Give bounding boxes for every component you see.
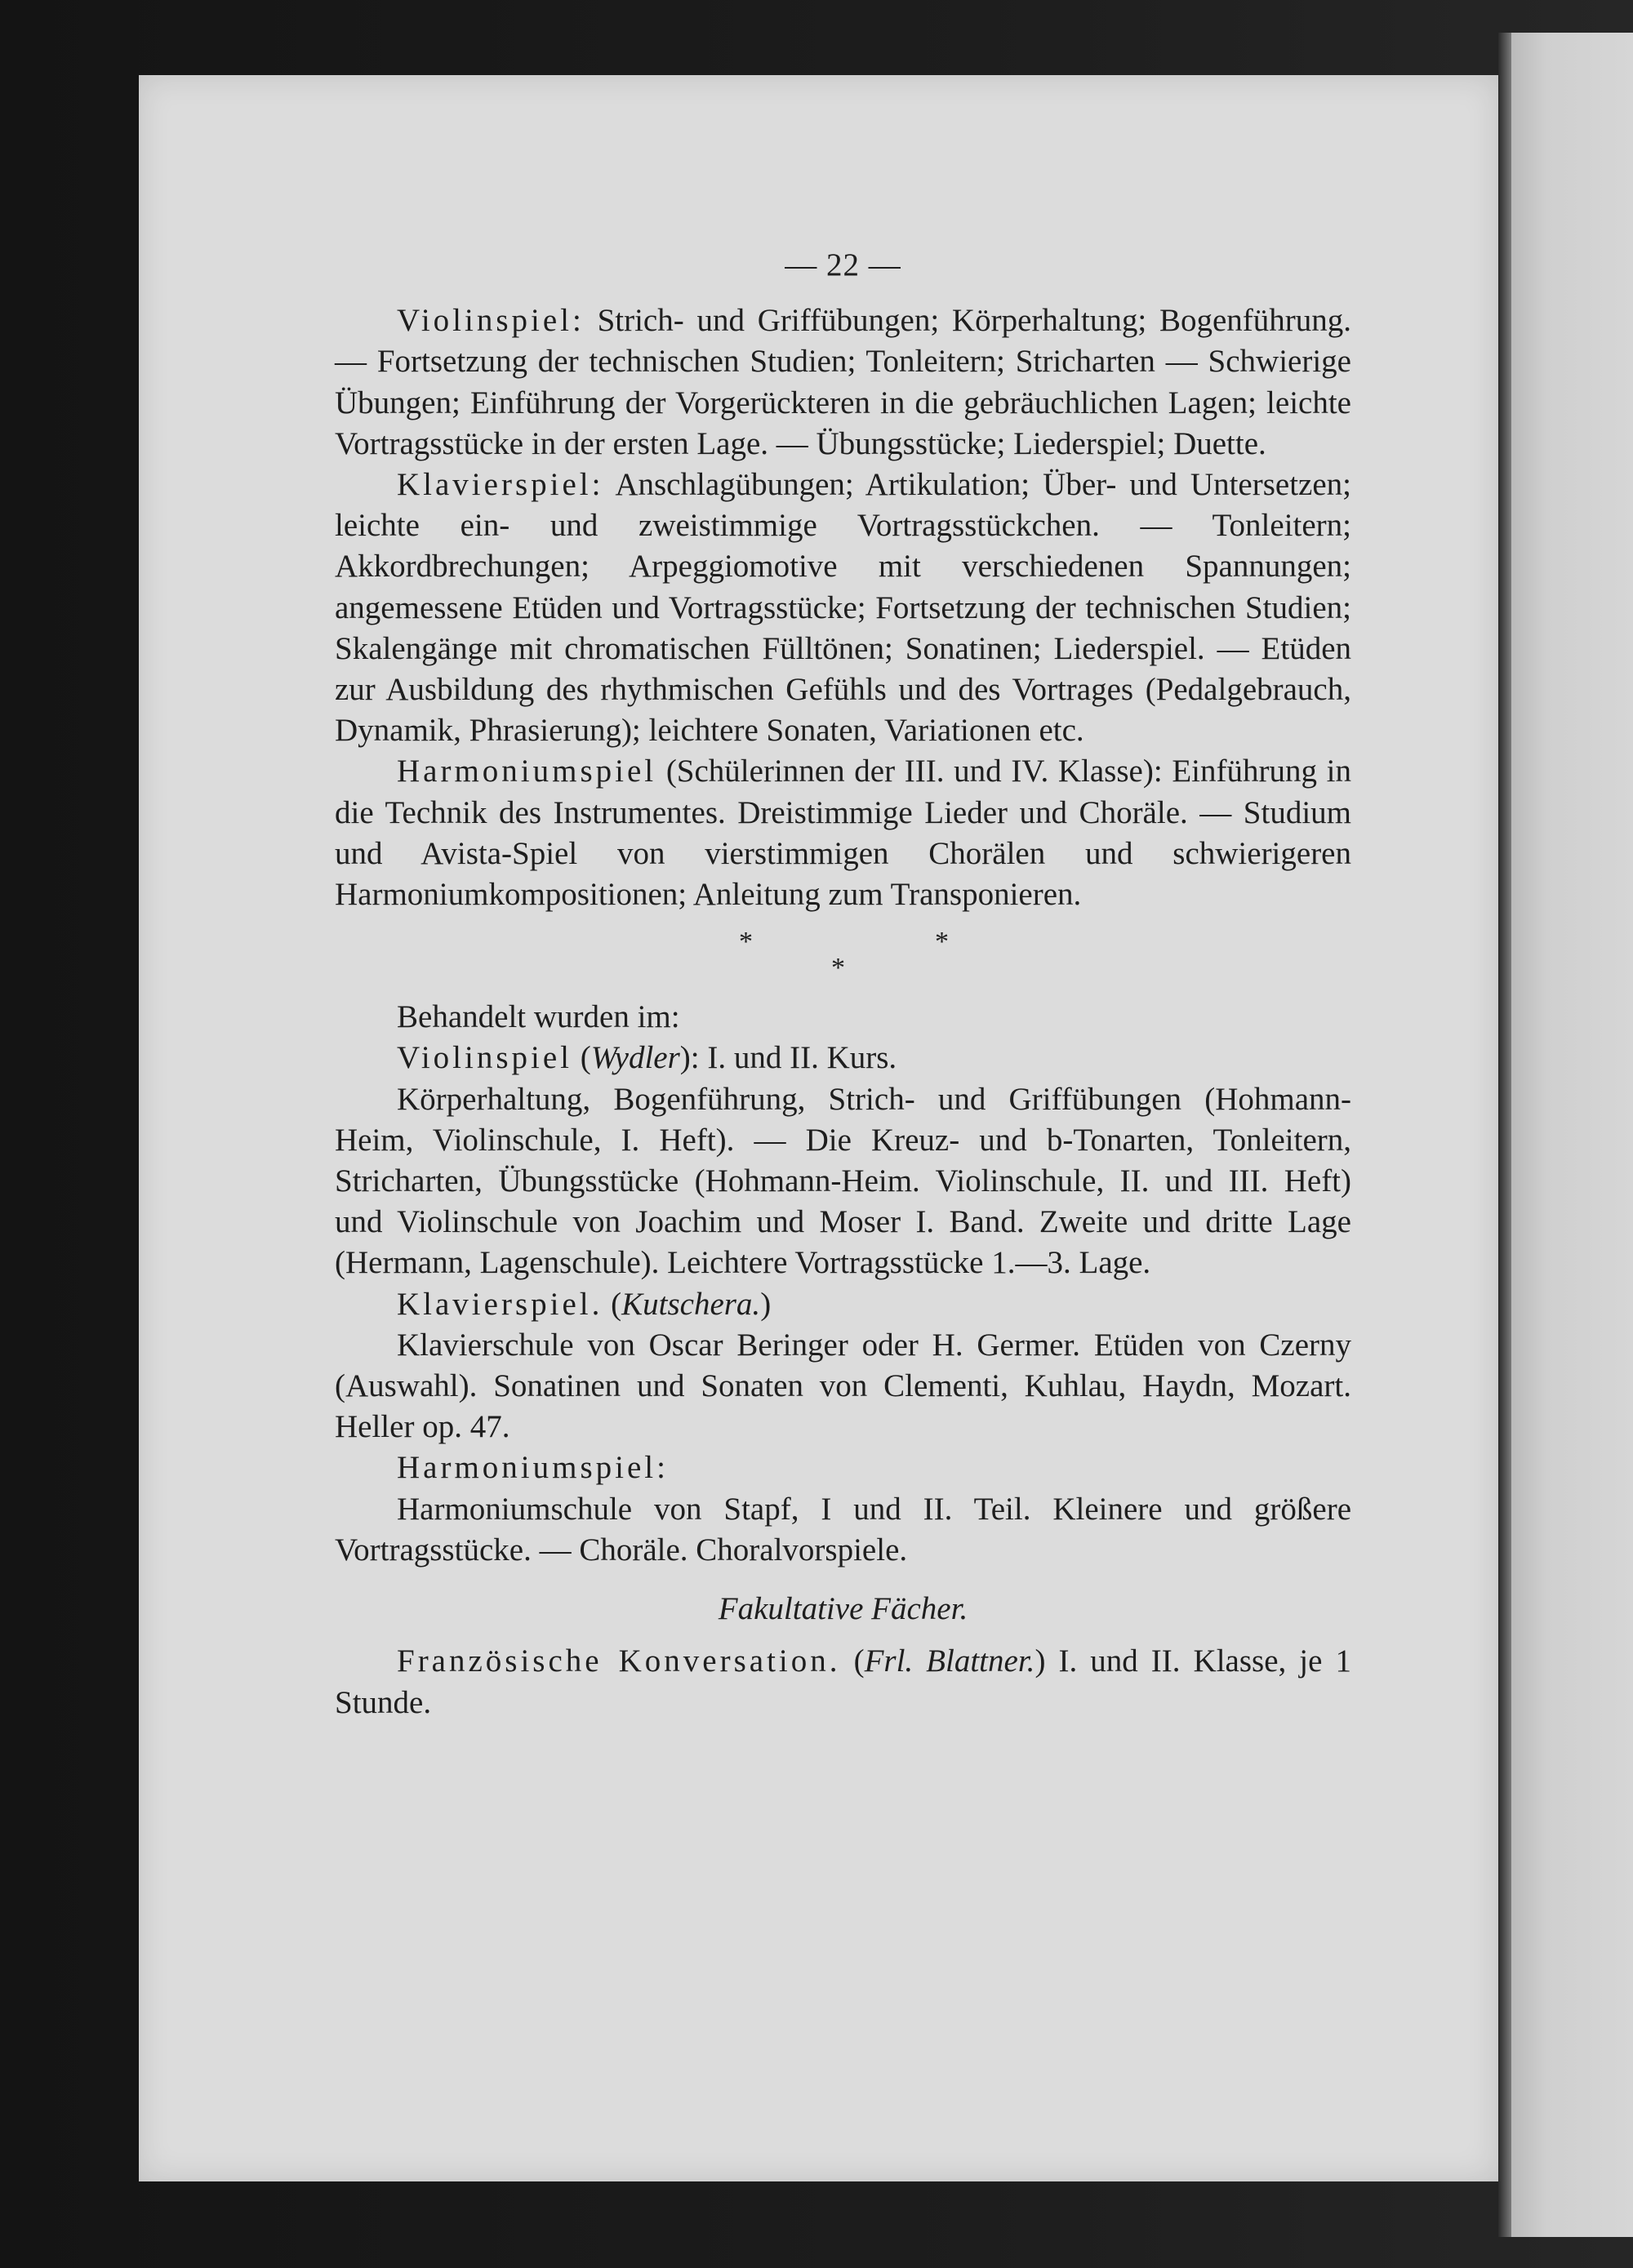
paragraph-text: Anschlagübungen; Artikulation; Über- und Untersetzen; leichte ein- und zweistimmige Vortragsstückchen. — Tonleitern; Akkordbrechungen; Arpeggiomotive mit verschiedenen Spannungen; angemessene Etüden und Vortragsstücke; Fortsetzung der technischen Studien; Skalengänge mit chromatischen Fülltönen; Sonatinen; Liederspiel. — Etüden zur Ausbildung des rhythmischen Gefühls und des Vortrages (Pedalgebrauch, Dynamik, Phrasierung); leichtere Sonaten, Variationen etc. <box>335 467 1351 749</box>
page-content <box>335 245 1351 1723</box>
paren-text: ( <box>572 1040 591 1076</box>
subject-label: Französische Konversation. <box>397 1643 841 1679</box>
asterisk: * <box>831 953 845 984</box>
paragraph-violin-course-text: Körperhaltung, Bogenführung, Strich- und Griffübungen (Hohmann-Heim, Violinschule, I. Heft). — Die Kreuz- und b-Tonarten, Tonleitern, Stricharten, Übungsstücke (Hohmann-Heim. Violinschule, II. und III. Heft) und Violinschule von Joachim und Moser I. Band. Zweite und dritte Lage (Hermann, Lagenschule). Leichtere Vortragsstücke 1.—3. Lage. <box>335 1081 1351 1281</box>
teacher-name: Kutschera. <box>621 1286 761 1322</box>
paren-text: ) <box>760 1286 772 1322</box>
paren-text: ) I. und II. Klasse, je 1 Stunde. <box>335 1643 1351 1720</box>
paragraph-violinspiel <box>335 300 1351 465</box>
paragraph-text: Strich- und Griffübungen; Körperhaltung; Bogenführung. — Fortsetzung der technischen Studien; Tonleitern; Stricharten — Schwierige Übungen; Einführung der Vorgerückteren in die gebräuchlichen Lagen; leichte Vortragsstücke in der ersten Lage. — Übungsstücke; Liederspiel; Duette. <box>335 303 1351 461</box>
paragraph-klavier-course-heading <box>335 1284 1351 1325</box>
subject-label: Violinspiel: <box>397 303 585 339</box>
subject-label: Harmoniumspiel <box>397 754 657 789</box>
paren-text: ( <box>840 1643 865 1679</box>
asterisk: * <box>739 927 753 958</box>
subject-label: Harmoniumspiel: <box>397 1450 669 1486</box>
asterisk: * <box>935 927 949 958</box>
paragraph-harmonium-course-heading <box>335 1448 1351 1488</box>
subject-label: Klavierspiel. <box>397 1286 603 1322</box>
paragraph-harmoniumspiel <box>335 751 1351 915</box>
paragraph-harmonium-course-text: Harmoniumschule von Stapf, I und II. Teil. Kleinere und größere Vortragsstücke. — Choräle. Choralvorspiele. <box>335 1491 1351 1568</box>
teacher-name: Frl. Blattner. <box>864 1643 1035 1679</box>
paragraph-behandelt: Behandelt wurden im: <box>397 999 680 1035</box>
paragraph-text: (Schülerinnen der III. und IV. Klasse): Einführung in die Technik des Instrumentes. Dreistimmige Lieder und Choräle. — Studium und Avista-Spiel von vierstimmigen Chorälen und schwierigeren Harmoniumkompositionen; Anleitung zum Transponieren. <box>335 754 1351 913</box>
book-gutter <box>1498 33 1511 2237</box>
paragraph-klavierspiel <box>335 465 1351 751</box>
paragraph-franzoesisch <box>335 1641 1351 1723</box>
paragraph-violin-course-heading <box>335 1038 1351 1078</box>
asterism-divider <box>335 915 1351 997</box>
paren-text: ( <box>603 1286 622 1322</box>
paren-text: ): I. und II. Kurs. <box>679 1040 897 1076</box>
subject-label: Klavierspiel: <box>397 467 604 503</box>
teacher-name: Wydler <box>590 1040 680 1076</box>
subject-label: Violinspiel <box>397 1040 572 1076</box>
paragraph-klavier-course-text: Klavierschule von Oscar Beringer oder H. Germer. Etüden von Czerny (Auswahl). Sonatinen und Sonaten von Clementi, Kuhlau, Haydn, Mozart. Heller op. 47. <box>335 1327 1351 1445</box>
page-number: — 22 — <box>785 247 901 282</box>
section-heading: Fakultative Fächer. <box>718 1591 968 1627</box>
next-page-edge <box>1509 33 1633 2237</box>
